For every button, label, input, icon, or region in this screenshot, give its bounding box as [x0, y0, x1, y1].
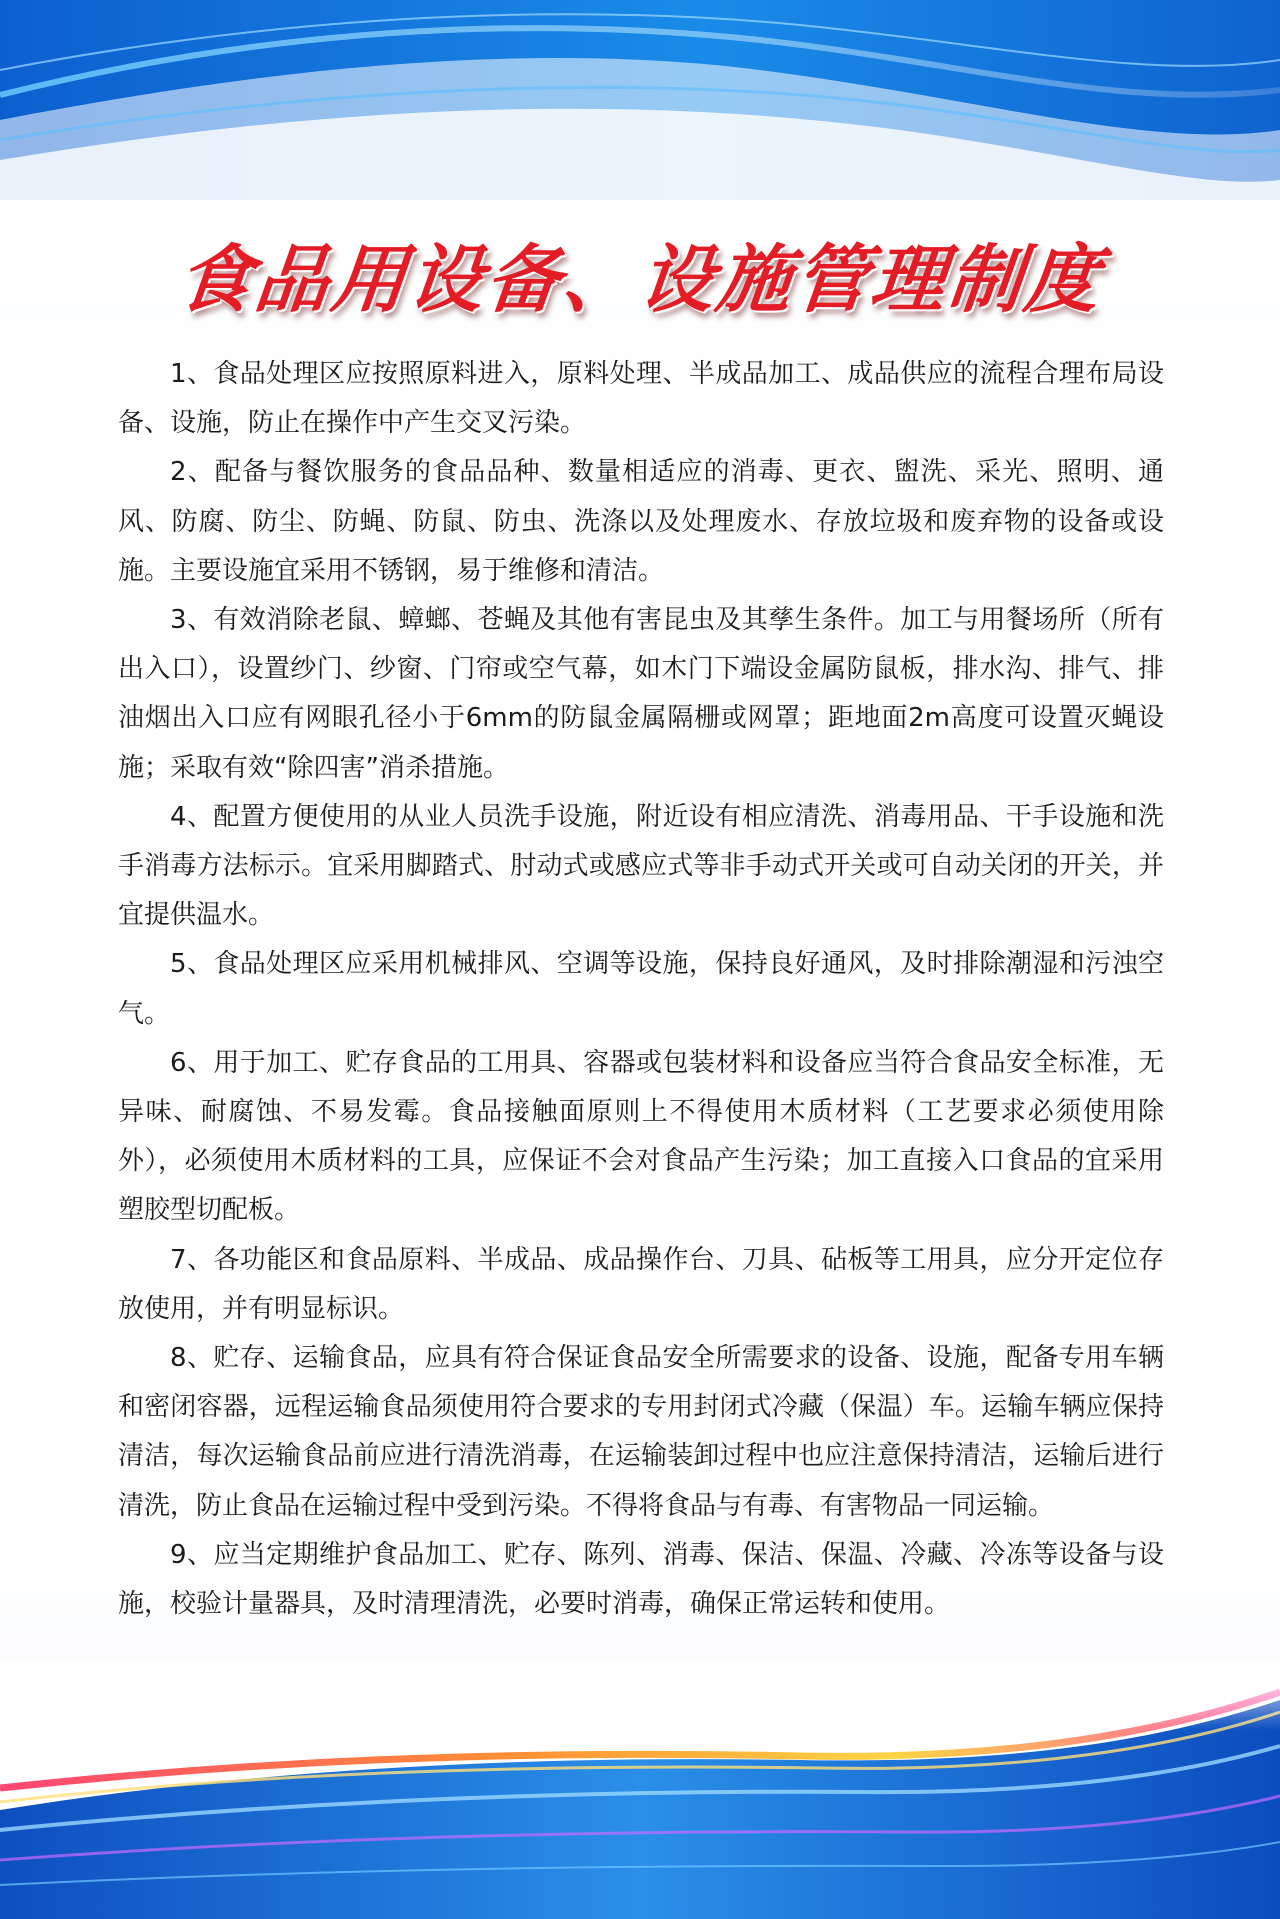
regulation-item-6: 6、用于加工、贮存食品的工用具、容器或包装材料和设备应当符合食品安全标准，无异味、耐腐蚀、不易发霉。食品接触面原则上不得使用木质材料（工艺要求必须使用除外），必须使用木质材料的工具，应保证不会对食品产生污染；加工直接入口食品的宜采用塑胶型切配板。 — [118, 1047, 1164, 1226]
regulation-item-3: 3、有效消除老鼠、蟑螂、苍蝇及其他有害昆虫及其孳生条件。加工与用餐场所（所有出入口），设置纱门、纱窗、门帘或空气幕，如木门下端设金属防鼠板，排水沟、排气、排油烟出入口应有网眼孔径小于6mm的防鼠金属隔栅或网罩；距地面2m高度可设置灭蝇设施；采取有效“除四害”消杀措施。 — [118, 605, 1164, 783]
regulation-item-5: 5、食品处理区应采用机械排风、空调等设施，保持良好通风，及时排除潮湿和污浊空气。 — [118, 949, 1164, 1029]
regulation-item-1: 1、食品处理区应按照原料进入，原料处理、半成品加工、成品供应的流程合理布局设备、设施，防止在操作中产生交叉污染。 — [118, 359, 1164, 439]
regulation-item-2: 2、配备与餐饮服务的食品品种、数量相适应的消毒、更衣、盥洗、采光、照明、通风、防腐、防尘、防蝇、防鼠、防虫、洗涤以及处理废水、存放垃圾和废弃物的设备或设施。主要设施宜采用不锈钢，易于维修和清洁。 — [118, 457, 1164, 586]
regulation-item-8: 8、贮存、运输食品，应具有符合保证食品安全所需要求的设备、设施，配备专用车辆和密闭容器，远程运输食品须使用符合要求的专用封闭式冷藏（保温）车。运输车辆应保持清洁，每次运输食品前应进行清洗消毒，在运输装卸过程中也应注意保持清洁，运输后进行清洗，防止食品在运输过程中受到污染。不得将食品与有毒、有害物品一同运输。 — [118, 1343, 1164, 1521]
regulation-item-7: 7、各功能区和食品原料、半成品、成品操作台、刀具、砧板等工用具，应分开定位存放使用，并有明显标识。 — [118, 1244, 1164, 1324]
bottom-wave-decoration — [0, 1660, 1280, 1919]
regulation-item-4: 4、配置方便使用的从业人员洗手设施，附近设有相应清洗、消毒用品、干手设施和洗手消毒方法标示。宜采用脚踏式、肘动式或感应式等非手动式开关或可自动关闭的开关，并宜提供温水。 — [118, 801, 1164, 931]
page-title: 食品用设备、设施管理制度 — [173, 237, 1107, 323]
regulation-content — [118, 350, 1164, 1629]
regulation-item-9: 9、应当定期维护食品加工、贮存、陈列、消毒、保洁、保温、冷藏、冷冻等设备与设施，校验计量器具，及时清理清洗，必要时消毒，确保正常运转和使用。 — [118, 1539, 1164, 1620]
